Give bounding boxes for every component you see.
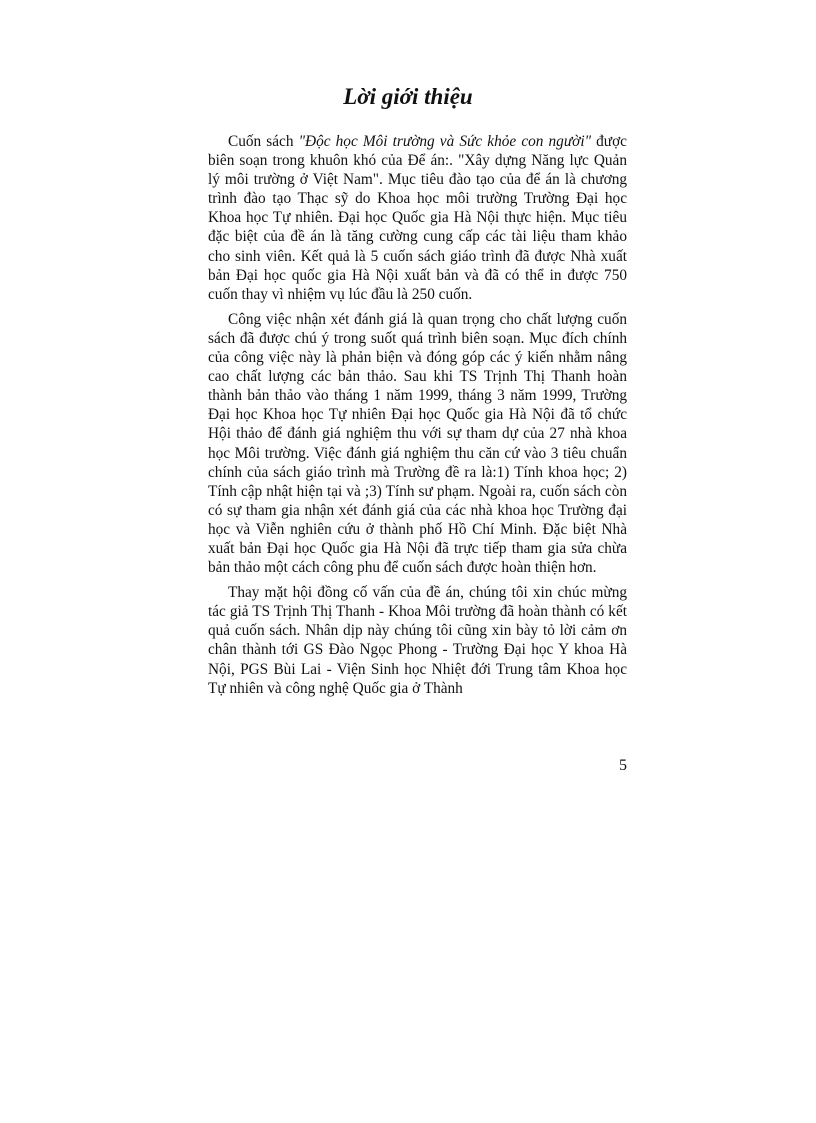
paragraph-2: Công việc nhận xét đánh giá là quan trọng cho chất lượng cuốn sách đã được chú ý trong suốt quá trình biên soạn. Mục đích chính của công việc này là phản biện và đóng góp các ý kiến nhằm nâng cao chất lượng các bản thảo. Sau khi TS Trịnh Thị Thanh hoàn thành bản thảo vào tháng 1 năm 1999, tháng 3 năm 1999, Trường Đại học Khoa học Tự nhiên Đại học Quốc gia Hà Nội đã tổ chức Hội thảo để đánh giá nghiệm thu với sự tham dự của 27 nhà khoa học Môi trường. Việc đánh giá nghiệm thu căn cứ vào 3 tiêu chuẩn chính của sách giáo trình mà Trường đề ra là:1) Tính khoa học; 2) Tính cập nhật hiện tại và ;3) Tính sư phạm. Ngoài ra, cuốn sách còn có sự tham gia nhận xét đánh giá của các nhà khoa học Trường đại học và Viễn nghiên cứu ở thành phố Hồ Chí Minh. Đặc biệt Nhà xuất bản Đại học Quốc gia Hà Nội đã trực tiếp tham gia sửa chừa bản thảo một cách công phu để cuốn sách được hoàn thiện hơn. xyxy=(208,310,627,577)
body-text xyxy=(208,132,627,704)
paragraph-1-lead: Cuốn sách xyxy=(228,133,299,150)
book-title: "Độc học Môi trường và Sức khỏe con người" xyxy=(298,133,592,150)
page-number: 5 xyxy=(619,757,627,774)
paragraph-3: Thay mặt hội đồng cố vấn của đề án, chúng tôi xin chúc mừng tác giả TS Trịnh Thị Thanh - Khoa Môi trường đã hoàn thành có kết quả cuốn sách. Nhân dịp này chúng tôi cũng xin bày tỏ lời cảm ơn chân thành tới GS Đào Ngọc Phong - Trường Đại học Y khoa Hà Nội, PGS Bùi Lai - Viện Sinh học Nhiệt đới Trung tâm Khoa học Tự nhiên và công nghệ Quốc gia ở Thành xyxy=(208,584,627,697)
page-title: Lời giới thiệu xyxy=(343,84,473,109)
paragraph-1-rest: được biên soạn trong khuôn khó của Để án:. "Xây dựng Năng lực Quản lý môi trường ở Việt Nam". Mục tiêu đào tạo của để án là chương trình đào tạo Thạc sỹ do Khoa học môi trường Trường Đại học Khoa học Tự nhiên. Đại học Quốc gia Hà Nội thực hiện. Mục tiêu đặc biệt của đề án là tăng cường cung cấp các tài liệu tham khảo cho sinh viên. Kết quả là 5 cuốn sách giáo trình đã được Nhà xuất bản Đại học quốc gia Hà Nội xuất bản và đã có thể in được 750 cuốn thay vì nhiệm vụ lúc đầu là 250 cuốn. xyxy=(208,133,627,303)
paragraph-1 xyxy=(208,132,627,304)
